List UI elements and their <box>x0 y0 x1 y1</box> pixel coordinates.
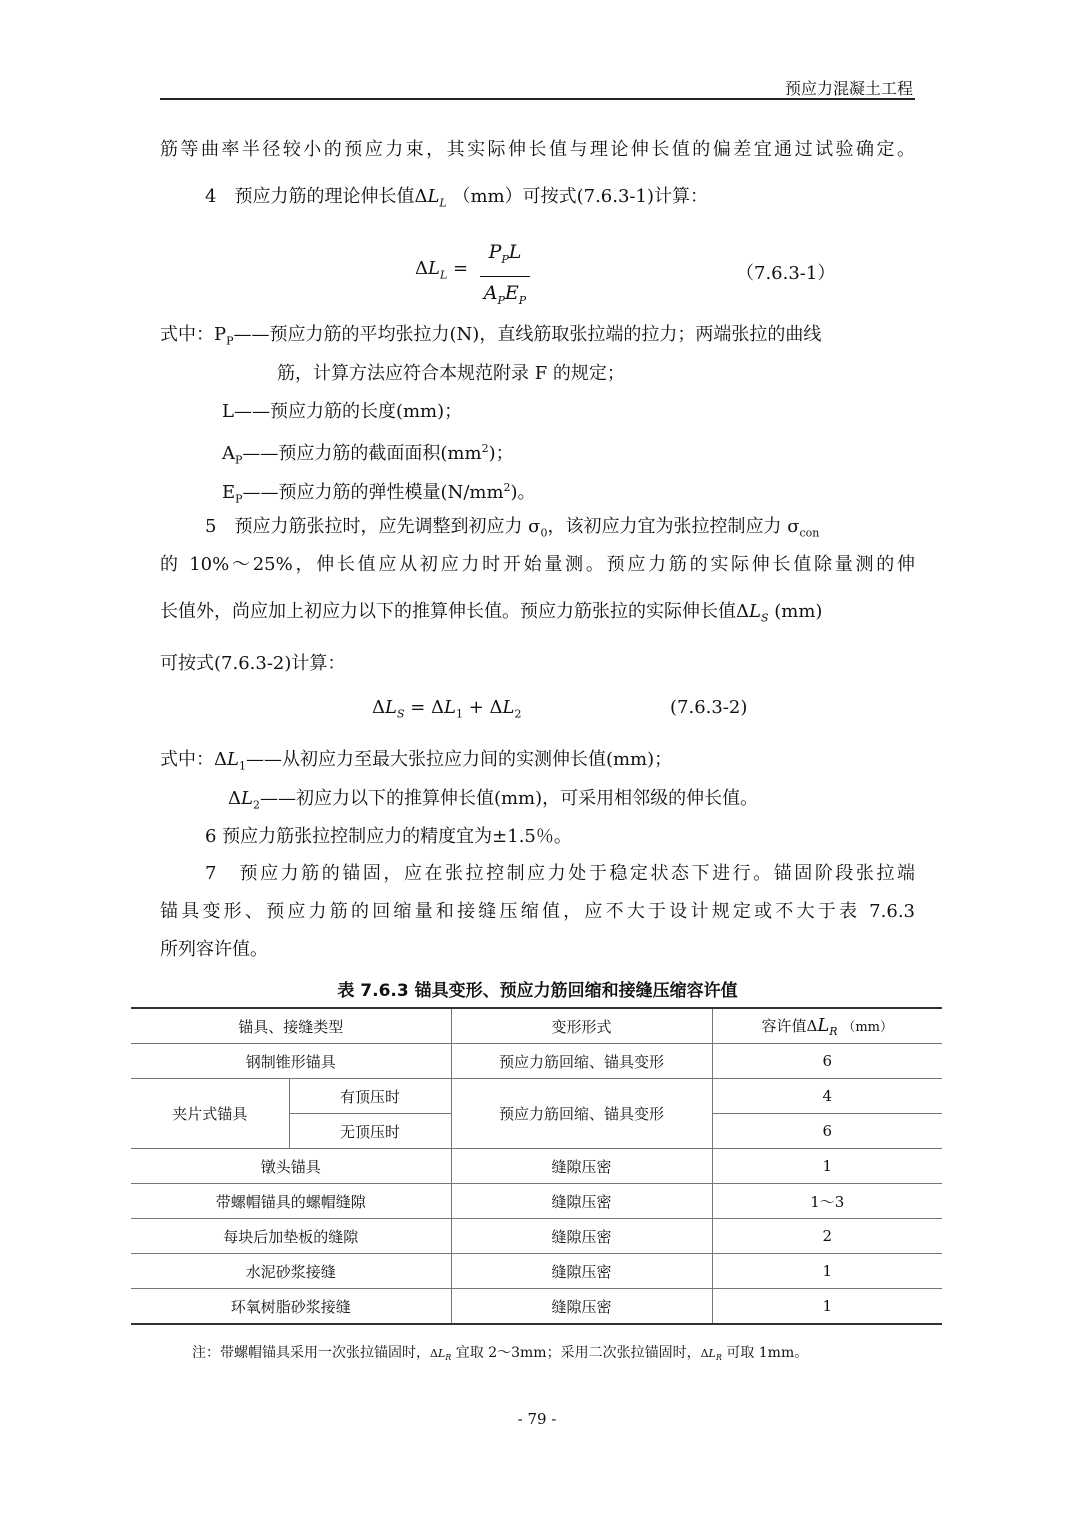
paragraph-line: 5 预应力筋张拉时，应先调整到初应力 $\sigma_0$，该初应力宜为张拉控制应力 $\sigma_{con}$ <box>205 516 820 540</box>
table-cell: 钢制锥形锚具 <box>131 1044 451 1079</box>
table-row <box>131 1254 942 1289</box>
table-cell: 4 <box>712 1079 942 1114</box>
paragraph-line: 6 预应力筋张拉控制应力的精度宜为±1.5％。 <box>205 826 572 847</box>
table-cell: 1 <box>712 1149 942 1184</box>
paragraph-line: 锚具变形、预应力筋的回缩量和接缝压缩值，应不大于设计规定或不大于表 7.6.3 <box>160 901 915 922</box>
table-cell: 2 <box>712 1219 942 1254</box>
header-cell: 锚具、接缝类型 <box>131 1008 451 1044</box>
tolerance-table <box>131 1007 942 1325</box>
table-header-row <box>131 1008 942 1044</box>
definition-line: L——预应力筋的长度(mm)； <box>222 401 463 422</box>
table-row <box>131 1044 942 1079</box>
table-cell: 镦头锚具 <box>131 1149 451 1184</box>
table-cell: 水泥砂浆接缝 <box>131 1254 451 1289</box>
table-cell: 每块后加垫板的缝隙 <box>131 1219 451 1254</box>
definition-line: 筋，计算方法应符合本规范附录 F 的规定； <box>277 363 625 384</box>
table-note: 注：带螺帽锚具采用一次张拉锚固时，$\Delta L_R$ 宜取 2～3mm；采用二次张拉锚固时，$\Delta L_R$ 可取 1mm。 <box>192 1345 809 1363</box>
table-cell: 缝隙压密 <box>451 1149 712 1184</box>
equation-lhs: $\Delta L_L$ = <box>415 258 469 282</box>
equation-number: (7.6.3-2) <box>670 697 748 718</box>
paragraph-line: 筋等曲率半径较小的预应力束，其实际伸长值与理论伸长值的偏差宜通过试验确定。 <box>160 139 915 160</box>
paragraph-line: 4 预应力筋的理论伸长值$\Delta L_L$ （mm）可按式(7.6.3-1)计算： <box>205 186 708 210</box>
table-cell: 1 <box>712 1289 942 1325</box>
header-title: 预应力混凝土工程 <box>784 79 913 98</box>
paragraph-line: 所列容许值。 <box>160 939 268 960</box>
table-cell: 6 <box>712 1044 942 1079</box>
equation-fraction: $P_PL$ $A_PE_P$ <box>480 238 530 315</box>
equation-number: （7.6.3-1） <box>736 263 836 284</box>
definition-line: $E_P——$预应力筋的弹性模量$(N/mm^2)$。 <box>222 481 536 506</box>
table-caption: 表 7.6.3 锚具变形、预应力筋回缩和接缝压缩容许值 <box>337 981 738 1001</box>
table-cell: 有顶压时 <box>289 1079 451 1114</box>
table-cell: 预应力筋回缩、锚具变形 <box>451 1079 712 1149</box>
page-number: - 79 - <box>517 1410 557 1428</box>
table-cell: 1 <box>712 1254 942 1289</box>
table-cell: 无顶压时 <box>289 1114 451 1149</box>
paragraph-line: 的 10%～25%，伸长值应从初应力时开始量测。预应力筋的实际伸长值除量测的伸 <box>160 554 915 575</box>
table-cell: 缝隙压密 <box>451 1254 712 1289</box>
table-row <box>131 1289 942 1325</box>
table-row <box>131 1079 942 1114</box>
header-cell: 变形形式 <box>451 1008 712 1044</box>
table-row <box>131 1184 942 1219</box>
table-cell: 缝隙压密 <box>451 1184 712 1219</box>
table-cell: 6 <box>712 1114 942 1149</box>
table-cell: 夹片式锚具 <box>131 1079 289 1149</box>
table-cell: 缝隙压密 <box>451 1289 712 1325</box>
table-cell: 环氧树脂砂浆接缝 <box>131 1289 451 1325</box>
equation-2: $\Delta L_S = \Delta L_1 + \Delta L_2$ <box>372 697 522 721</box>
definition-line: $A_P——$预应力筋的截面面积$(mm^2)$； <box>222 442 514 467</box>
table-cell: 1～3 <box>712 1184 942 1219</box>
definition-line: $\Delta L_2——$初应力以下的推算伸长值(mm)，可采用相邻级的伸长值。 <box>228 788 759 812</box>
table-row <box>131 1219 942 1254</box>
table-cell: 预应力筋回缩、锚具变形 <box>451 1044 712 1079</box>
definition-line: 式中：$\Delta L_1——$从初应力至最大张拉应力间的实测伸长值(mm)； <box>160 749 673 773</box>
table-cell: 带螺帽锚具的螺帽缝隙 <box>131 1184 451 1219</box>
table-cell: 缝隙压密 <box>451 1219 712 1254</box>
paragraph-line: 7 预应力筋的锚固，应在张拉控制应力处于稳定状态下进行。锚固阶段张拉端 <box>205 863 915 884</box>
table-row <box>131 1149 942 1184</box>
paragraph-line: 长值外，尚应加上初应力以下的推算伸长值。预应力筋张拉的实际伸长值$\Delta L_S$ (mm) <box>160 601 823 625</box>
header-cell: 容许值$\Delta L_R$ （mm） <box>712 1008 942 1044</box>
definition-line: 式中：$P_P——$预应力筋的平均张拉力(N)，直线筋取张拉端的拉力；两端张拉的曲线 <box>160 324 822 348</box>
paragraph-line: 可按式(7.6.3-2)计算： <box>160 653 346 674</box>
page-header <box>160 74 915 100</box>
